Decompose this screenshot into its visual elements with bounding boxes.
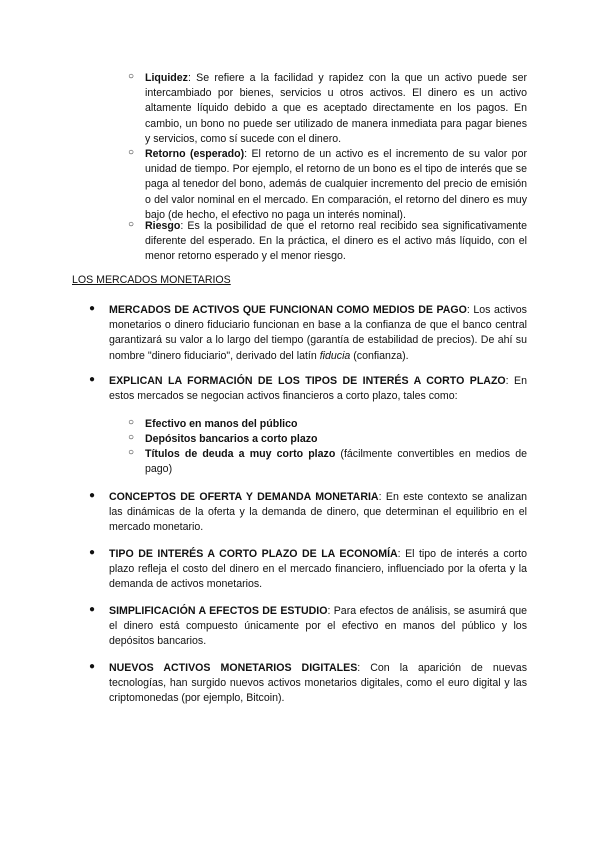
section-heading: LOS MERCADOS MONETARIOS <box>72 274 231 286</box>
definition-riesgo: : Es la posibilidad de que el retorno real recibido sea significativamente diferente del esperado. En la práctica, el dinero es el activo más líquido, con el menor retorno esperado y el menor riesgo. <box>145 220 527 263</box>
asset-text: (fácilmente convertibles en medios de pago) <box>145 448 527 476</box>
bullet-text: : Para efectos de análisis, se asumirá que el dinero está compuesto únicamente por el efectivo en manos del público y los depósitos bancarios. <box>109 605 527 648</box>
definition-retorno: : El retorno de un activo es el incremento de su valor por unidad de tiempo. Por ejemplo, el retorno de un bono es el tipo de interés que se paga al tenedor del bono, además de cualquier incremento del precio de emisión o del valor nominal en el mercado. En comparación, el retorno del dinero es muy bajo (de hecho, el efectivo no paga un interés nominal). <box>145 148 527 221</box>
bullet-text: : Los activos monetarios o dinero fiduciario funcionan en base a la confianza de que el banco central garantizará su valor a lo largo del tiempo (garantía de estabilidad de precios). De ahí su nombre "dinero fiduciario", derivado del latín <box>109 304 527 362</box>
bullet-oferta-demanda <box>89 490 527 536</box>
bullet-text: : En este contexto se analizan las dinámicas de la oferta y la demanda de dinero, que determinan el equilibrio en el mercado monetario. <box>109 491 527 534</box>
list-item-liquidez <box>128 71 527 147</box>
bullet-text-end: (confianza). <box>350 349 409 362</box>
bullet-term: MERCADOS DE ACTIVOS QUE FUNCIONAN COMO MEDIOS DE PAGO <box>109 304 467 316</box>
hollow-bullet-icon: ○ <box>128 147 135 158</box>
filled-bullet-icon: ● <box>89 604 96 615</box>
bullet-text: : El tipo de interés a corto plazo refleja el costo del dinero en el mercado financiero, influenciado por la oferta y la demanda de activos monetarios. <box>109 548 527 591</box>
hollow-bullet-icon: ○ <box>128 432 135 443</box>
list-item-retorno <box>128 147 527 223</box>
bullet-tipo-interes-economia <box>89 547 527 593</box>
list-item-depositos <box>128 432 527 447</box>
asset-term: Efectivo en manos del público <box>145 418 298 430</box>
term-liquidez: Liquidez <box>145 72 188 84</box>
term-riesgo: Riesgo <box>145 220 181 232</box>
hollow-bullet-icon: ○ <box>128 417 135 428</box>
filled-bullet-icon: ● <box>89 547 96 558</box>
filled-bullet-icon: ● <box>89 661 96 672</box>
bullet-term: CONCEPTOS DE OFERTA Y DEMANDA MONETARIA <box>109 491 379 503</box>
bullet-text: : En estos mercados se negocian activos financieros a corto plazo, tales como: <box>109 375 527 403</box>
list-item-riesgo <box>128 219 527 265</box>
filled-bullet-icon: ● <box>89 374 96 385</box>
filled-bullet-icon: ● <box>89 490 96 501</box>
bullet-tipos-interes <box>89 374 527 404</box>
bullet-simplificacion <box>89 604 527 650</box>
hollow-bullet-icon: ○ <box>128 219 135 230</box>
term-retorno: Retorno (esperado) <box>145 148 245 160</box>
bullet-term: EXPLICAN LA FORMACIÓN DE LOS TIPOS DE INTERÉS A CORTO PLAZO <box>109 375 506 387</box>
bullet-term: SIMPLIFICACIÓN A EFECTOS DE ESTUDIO <box>109 605 328 617</box>
asset-term: Títulos de deuda a muy corto plazo <box>145 448 336 460</box>
list-item-efectivo <box>128 417 527 432</box>
definition-liquidez: : Se refiere a la facilidad y rapidez con la que un activo puede ser intercambiado por bienes, servicios u otros activos. El dinero es un activo altamente líquido debido a que es aceptado directamente en los pagos. En cambio, un bono no puede ser utilizado de manera inmediata para pagar bienes y servicios, como sí sucede con el dinero. <box>145 72 527 145</box>
bullet-term: TIPO DE INTERÉS A CORTO PLAZO DE LA ECONOMÍA <box>109 548 398 560</box>
filled-bullet-icon: ● <box>89 303 96 314</box>
bullet-term: NUEVOS ACTIVOS MONETARIOS DIGITALES <box>109 662 358 674</box>
hollow-bullet-icon: ○ <box>128 447 135 458</box>
bullet-italic: fiducia <box>319 349 351 362</box>
bullet-mercados-activos <box>89 303 527 364</box>
list-item-titulos <box>128 447 527 477</box>
asset-term: Depósitos bancarios a corto plazo <box>145 433 318 445</box>
bullet-activos-digitales <box>89 661 527 707</box>
hollow-bullet-icon: ○ <box>128 71 135 82</box>
bullet-text: : Con la aparición de nuevas tecnologías, han surgido nuevos activos monetarios digitales, como el euro digital y las criptomonedas (por ejemplo, Bitcoin). <box>109 662 527 705</box>
